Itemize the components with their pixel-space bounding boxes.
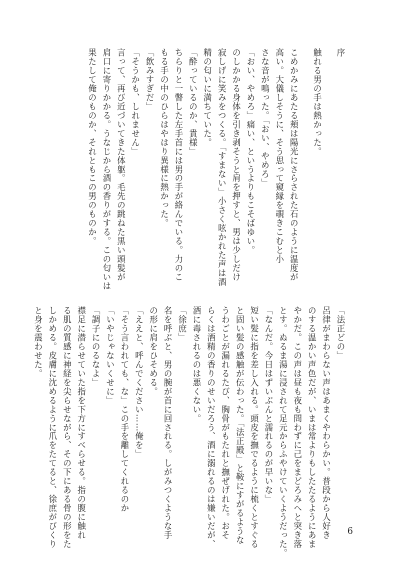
text-line: 短い髪に指を差し入れる。頭皮を撫でるように梳くとすぐる [249, 306, 260, 549]
text-line: 「なんだ。今日はずいぶんと濡れるのが早いな」 [263, 306, 274, 504]
text-line: こめかみにあたる頬は陽光にさらされた石のように温度が [289, 48, 300, 282]
text-line: と身を震わせた。 [33, 306, 44, 378]
text-line: ちらりと一瞥した左手首には男の手が絡んでいる。力のこ [173, 48, 184, 282]
text-line: のする温かい声色だが、いまは常よりもしたたるようにあま [307, 306, 318, 549]
text-line: 「そうかも、しれません」 [130, 48, 141, 156]
text-line: 「飲みすぎだ」 [145, 48, 156, 111]
text-line: 襟足に潜らせていた指を下方にすべらせる。指の腹に触れ [76, 306, 87, 540]
text-line: 「おい、やめろ」痛い、というよりもこそばゆい。 [245, 48, 256, 255]
text-line: 「いやじゃないくせに」 [105, 306, 116, 405]
lower-text-block [31, 306, 348, 558]
upper-text-block [85, 48, 348, 293]
text-line: 「酔っているのか、貴様」 [188, 48, 199, 156]
text-line: の形に肩をひそめる。 [148, 306, 159, 396]
text-line: と固い髪の感触が伝わった。「法正殿」と鞍にすがるような [235, 306, 246, 545]
text-line: 寂しげに笑みをつくる。「すまない」小さく呟かれた声は酒 [217, 48, 228, 287]
text-line: 呂律がまわらない声はあまくやわらかい。普段から人好き [321, 306, 332, 540]
text-line: 酒に毒されるのは悪くない。 [191, 306, 202, 423]
text-line: もる手の中のひらはやはり異様に熱かった。 [159, 48, 170, 228]
text-line: やかだ。この声は昼も夜も問わずに己をまどろみへと突き落 [292, 306, 303, 549]
text-line: とす。ぬるま湯に浸されて足元からふやけていくようだった。 [278, 306, 289, 558]
text-line: うわごとが漏れるたび、胸骨がもたれと撫ぜげれた。おそ [220, 306, 231, 540]
page-number: 6 [347, 527, 353, 537]
text-line: らくは酒精の香りのせいだろう、酒に溺れるのは嫌いだが、 [206, 306, 217, 549]
text-line: 「ええと、呼んでください……俺を」 [134, 306, 145, 459]
text-line: 「法正どの」 [336, 306, 346, 360]
text-line: 触れる男の手は熱かった。 [312, 48, 323, 156]
text-line: のしかかる身体を引き剥そうと肩を押すと、男は少しだけ [231, 48, 242, 282]
text-line: 名を呼ぶと、男の腕が首に回される。しがみつくような手 [163, 306, 174, 540]
paragraph-spacer [301, 48, 310, 293]
text-line: 肩口に寄りかかる。うなじから酒の香りがする。この匂いは [101, 48, 112, 291]
text-line: 「徐庶」 [177, 306, 188, 342]
text-line: 果たして俺のものか、それともこの男のものか。 [87, 48, 98, 246]
paragraph-spacer [325, 48, 334, 293]
text-line: 言って、再び近づいてきた体躯。毛先の跳ねた黒い頭髪が [116, 48, 127, 282]
text-line: さな音が鳴った。「おい、やめろ」 [260, 48, 271, 188]
text-line: 「そう言われても、な」この手を離してくれるのか [119, 306, 130, 513]
text-line: 「調子にのるなよ」 [91, 306, 102, 387]
text-line: しかめる。皮膚に沈めるように爪をたてると、徐庶がびくり [47, 306, 58, 549]
text-line: 高い。大儀しそうに、そう思って窺縁を覗きこむと小 [274, 48, 285, 264]
text-line: る肌の質感に神経を尖らせながら、その下にある骨の形をた [62, 306, 73, 549]
text-line: 精の匂いに満ちていた。 [202, 48, 213, 147]
text-line: 序 [336, 48, 346, 57]
